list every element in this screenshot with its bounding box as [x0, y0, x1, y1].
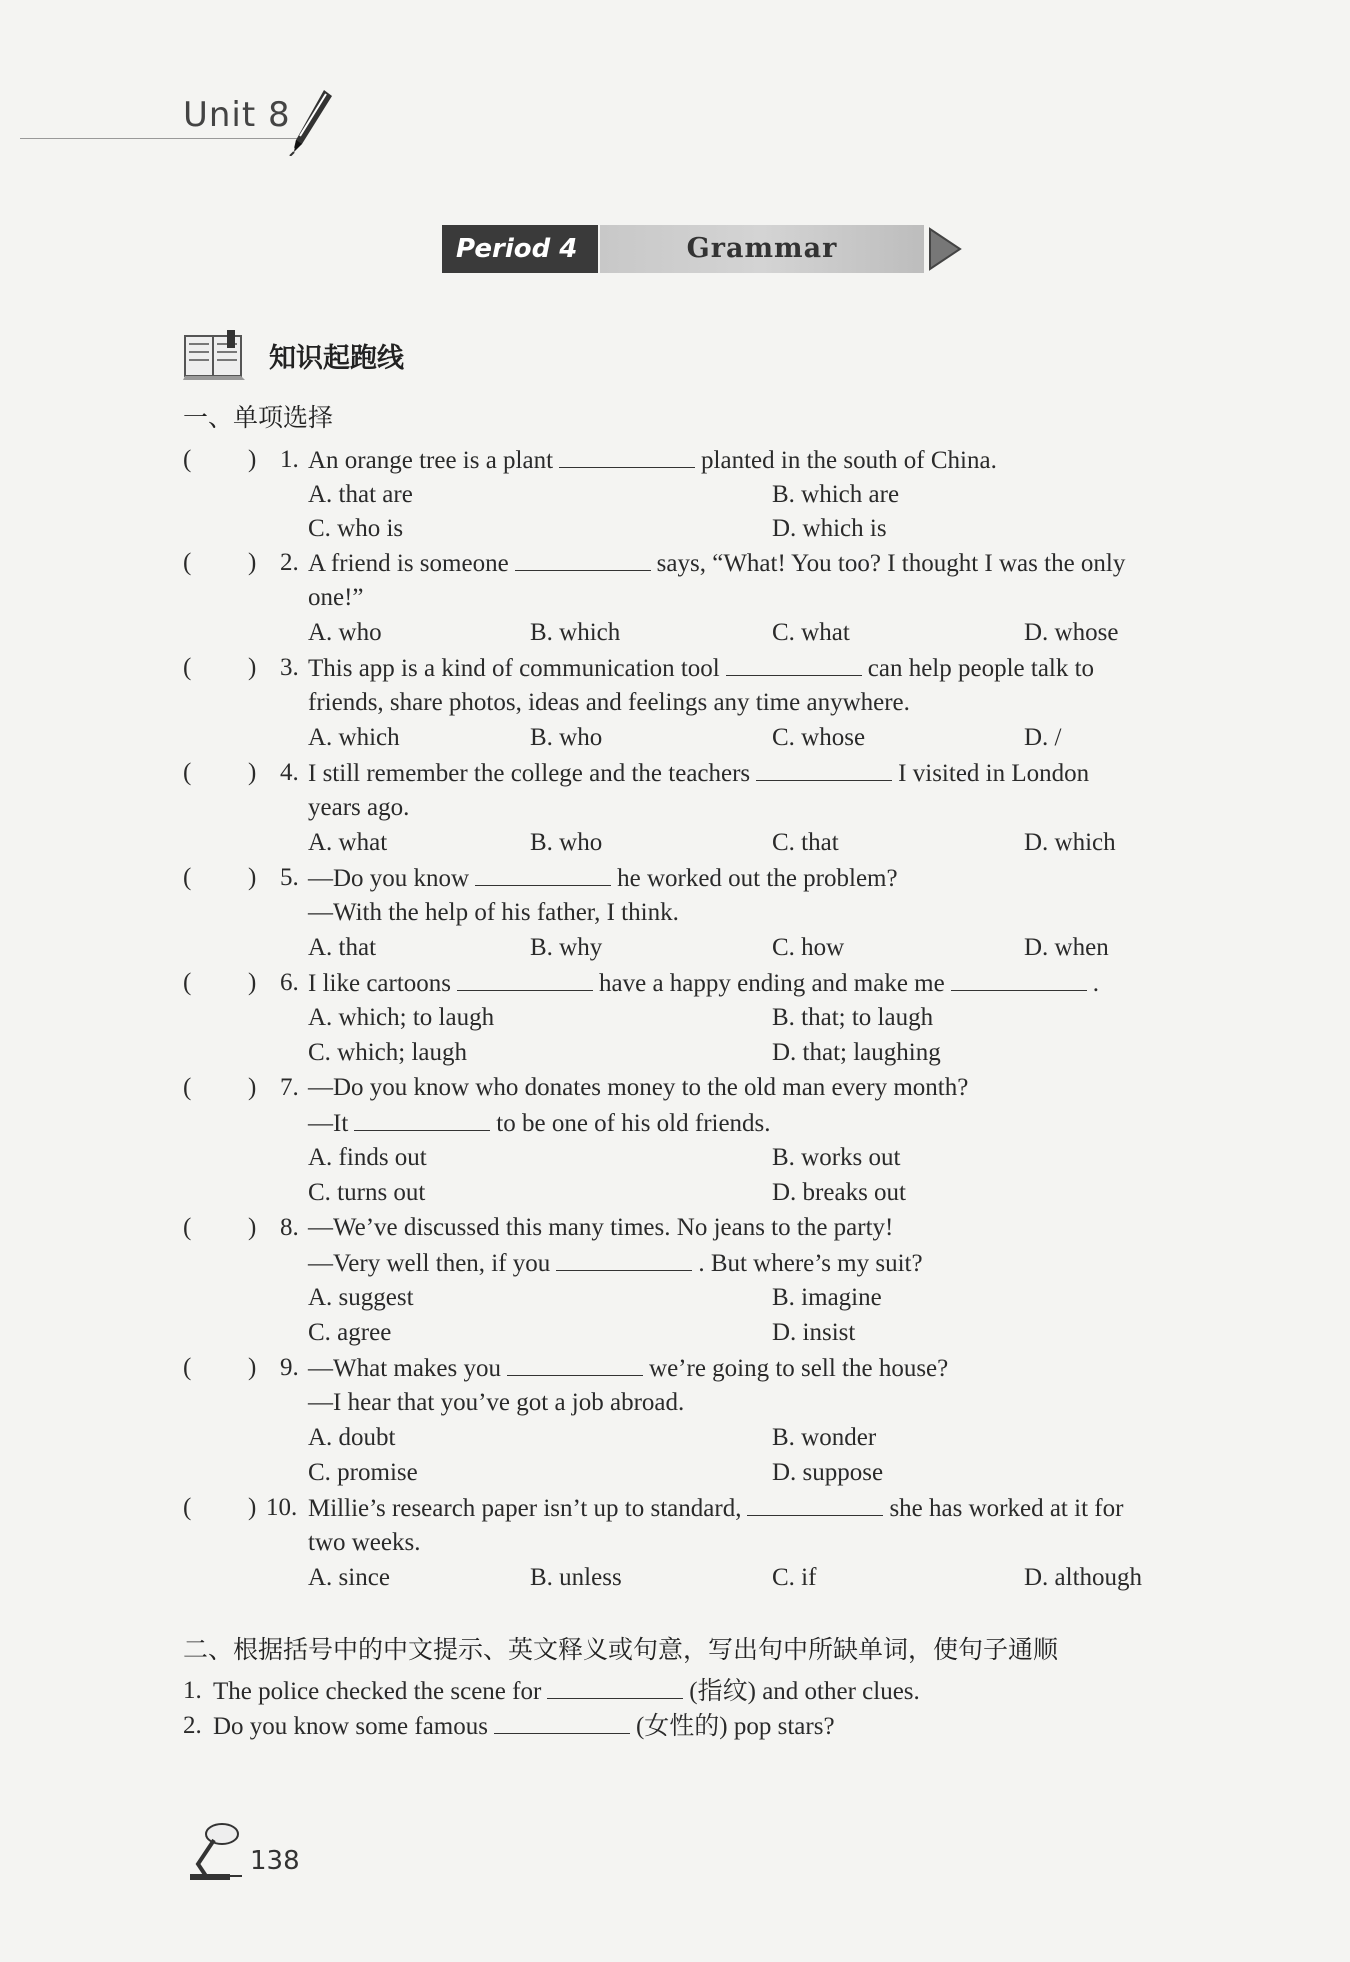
answer-blank[interactable]	[747, 1493, 883, 1516]
option-d: D. breaks out	[772, 1179, 906, 1206]
period-label: Period 4	[442, 225, 598, 273]
option-d: D. which	[1024, 829, 1116, 856]
option-a: A. what	[308, 829, 388, 856]
answer-blank[interactable]	[556, 1248, 692, 1271]
section-title: 知识起跑线	[269, 343, 404, 374]
answer-paren-open: (	[183, 1494, 192, 1521]
question-stem-cont: two weeks.	[308, 1529, 421, 1556]
option-b: B. that; to laugh	[772, 1004, 934, 1031]
answer-blank[interactable]	[559, 445, 695, 468]
answer-blank[interactable]	[354, 1108, 490, 1131]
question-number: 4.	[280, 759, 299, 786]
part1-title: 一、单项选择	[183, 403, 334, 432]
question-stem: A friend is someone says, “What! You too? I thought I was the only	[308, 550, 1126, 577]
option-b: B. which are	[772, 481, 900, 508]
question-number: 8.	[280, 1214, 299, 1241]
question-stem-cont: —With the help of his father, I think.	[308, 899, 679, 926]
answer-paren-close: )	[248, 1214, 257, 1241]
option-a: A. who	[308, 619, 382, 646]
banner-arrow-icon	[928, 227, 962, 271]
option-c: C. that	[772, 829, 839, 856]
option-d: D. /	[1024, 724, 1062, 751]
option-a: A. doubt	[308, 1424, 396, 1451]
option-b: B. which	[530, 619, 621, 646]
unit-title: Unit 8	[183, 95, 291, 135]
option-a: A. suggest	[308, 1284, 414, 1311]
header-rule	[20, 138, 300, 139]
answer-paren-close: )	[248, 1354, 257, 1381]
answer-paren-open: (	[183, 969, 192, 996]
answer-paren-open: (	[183, 446, 192, 473]
answer-paren-open: (	[183, 549, 192, 576]
question-stem: —We’ve discussed this many times. No jeans to the party!	[308, 1214, 894, 1241]
question-number: 6.	[280, 969, 299, 996]
item-number: 1.	[183, 1677, 202, 1704]
question-stem-cont: friends, share photos, ideas and feelings any time anywhere.	[308, 689, 910, 716]
option-b: B. unless	[530, 1564, 622, 1591]
option-d: D. which is	[772, 515, 887, 542]
question-stem: —Do you know he worked out the problem?	[308, 865, 898, 892]
option-c: C. promise	[308, 1459, 418, 1486]
question-stem: —Do you know who donates money to the old man every month?	[308, 1074, 969, 1101]
option-b: B. works out	[772, 1144, 901, 1171]
desk-lamp-icon	[184, 1820, 244, 1882]
answer-blank[interactable]	[457, 968, 593, 991]
item-sentence: The police checked the scene for (指纹) and other clues.	[213, 1678, 920, 1705]
option-a: A. that	[308, 934, 377, 961]
answer-paren-close: )	[248, 654, 257, 681]
question-stem: I like cartoons have a happy ending and make me .	[308, 970, 1099, 997]
option-d: D. insist	[772, 1319, 856, 1346]
item-sentence: Do you know some famous (女性的) pop stars?	[213, 1713, 835, 1740]
option-b: B. wonder	[772, 1424, 877, 1451]
option-c: C. turns out	[308, 1179, 426, 1206]
answer-blank[interactable]	[507, 1353, 643, 1376]
page-number: 138	[250, 1846, 300, 1876]
question-stem: Millie’s research paper isn’t up to standard, she has worked at it for	[308, 1495, 1124, 1522]
question-number: 1.	[280, 446, 299, 473]
option-a: A. which	[308, 724, 400, 751]
option-c: C. if	[772, 1564, 817, 1591]
option-b: B. who	[530, 724, 603, 751]
option-a: A. that are	[308, 481, 413, 508]
option-d: D. whose	[1024, 619, 1119, 646]
pen-icon	[286, 88, 334, 156]
question-stem-cont: one!”	[308, 584, 364, 611]
question-number: 9.	[280, 1354, 299, 1381]
option-c: C. what	[772, 619, 850, 646]
item-number: 2.	[183, 1712, 202, 1739]
answer-paren-close: )	[248, 864, 257, 891]
answer-paren-close: )	[248, 759, 257, 786]
answer-paren-open: (	[183, 654, 192, 681]
option-c: C. how	[772, 934, 845, 961]
question-stem: An orange tree is a plant planted in the south of China.	[308, 447, 997, 474]
answer-paren-open: (	[183, 1354, 192, 1381]
book-icon	[183, 330, 249, 380]
question-stem-cont: —I hear that you’ve got a job abroad.	[308, 1389, 685, 1416]
answer-blank[interactable]	[726, 653, 862, 676]
answer-blank[interactable]	[475, 863, 611, 886]
answer-blank[interactable]	[756, 758, 892, 781]
answer-blank[interactable]	[547, 1676, 683, 1699]
option-b: B. imagine	[772, 1284, 882, 1311]
answer-blank-2[interactable]	[951, 968, 1087, 991]
option-a: A. finds out	[308, 1144, 427, 1171]
question-number: 3.	[280, 654, 299, 681]
question-stem: This app is a kind of communication tool can help people talk to	[308, 655, 1095, 682]
answer-paren-close: )	[248, 446, 257, 473]
part2-title: 二、根据括号中的中文提示、英文释义或句意，写出句中所缺单词，使句子通顺	[183, 1635, 1059, 1664]
answer-blank[interactable]	[515, 548, 651, 571]
option-c: C. agree	[308, 1319, 392, 1346]
question-stem: I still remember the college and the teachers I visited in London	[308, 760, 1090, 787]
option-b: B. who	[530, 829, 603, 856]
answer-paren-open: (	[183, 1214, 192, 1241]
question-stem-cont: —It to be one of his old friends.	[308, 1110, 771, 1137]
answer-paren-close: )	[248, 549, 257, 576]
answer-paren-close: )	[248, 1074, 257, 1101]
question-stem-cont: —Very well then, if you . But where’s my suit?	[308, 1250, 923, 1277]
option-a: A. which; to laugh	[308, 1004, 495, 1031]
option-d: D. when	[1024, 934, 1109, 961]
question-number: 10.	[266, 1494, 298, 1521]
question-stem: —What makes you we’re going to sell the house?	[308, 1355, 949, 1382]
topic-label: Grammar	[600, 225, 924, 273]
answer-paren-close: )	[248, 1494, 257, 1521]
question-number: 2.	[280, 549, 299, 576]
answer-paren-close: )	[248, 969, 257, 996]
answer-paren-open: (	[183, 864, 192, 891]
question-number: 5.	[280, 864, 299, 891]
option-d: D. suppose	[772, 1459, 884, 1486]
option-c: C. who is	[308, 515, 404, 542]
option-d: D. although	[1024, 1564, 1143, 1591]
period-banner	[442, 225, 962, 273]
answer-paren-open: (	[183, 759, 192, 786]
answer-paren-open: (	[183, 1074, 192, 1101]
question-stem-cont: years ago.	[308, 794, 410, 821]
question-number: 7.	[280, 1074, 299, 1101]
option-c: C. whose	[772, 724, 866, 751]
option-b: B. why	[530, 934, 603, 961]
option-c: C. which; laugh	[308, 1039, 468, 1066]
answer-blank[interactable]	[494, 1711, 630, 1734]
option-a: A. since	[308, 1564, 390, 1591]
option-d: D. that; laughing	[772, 1039, 941, 1066]
